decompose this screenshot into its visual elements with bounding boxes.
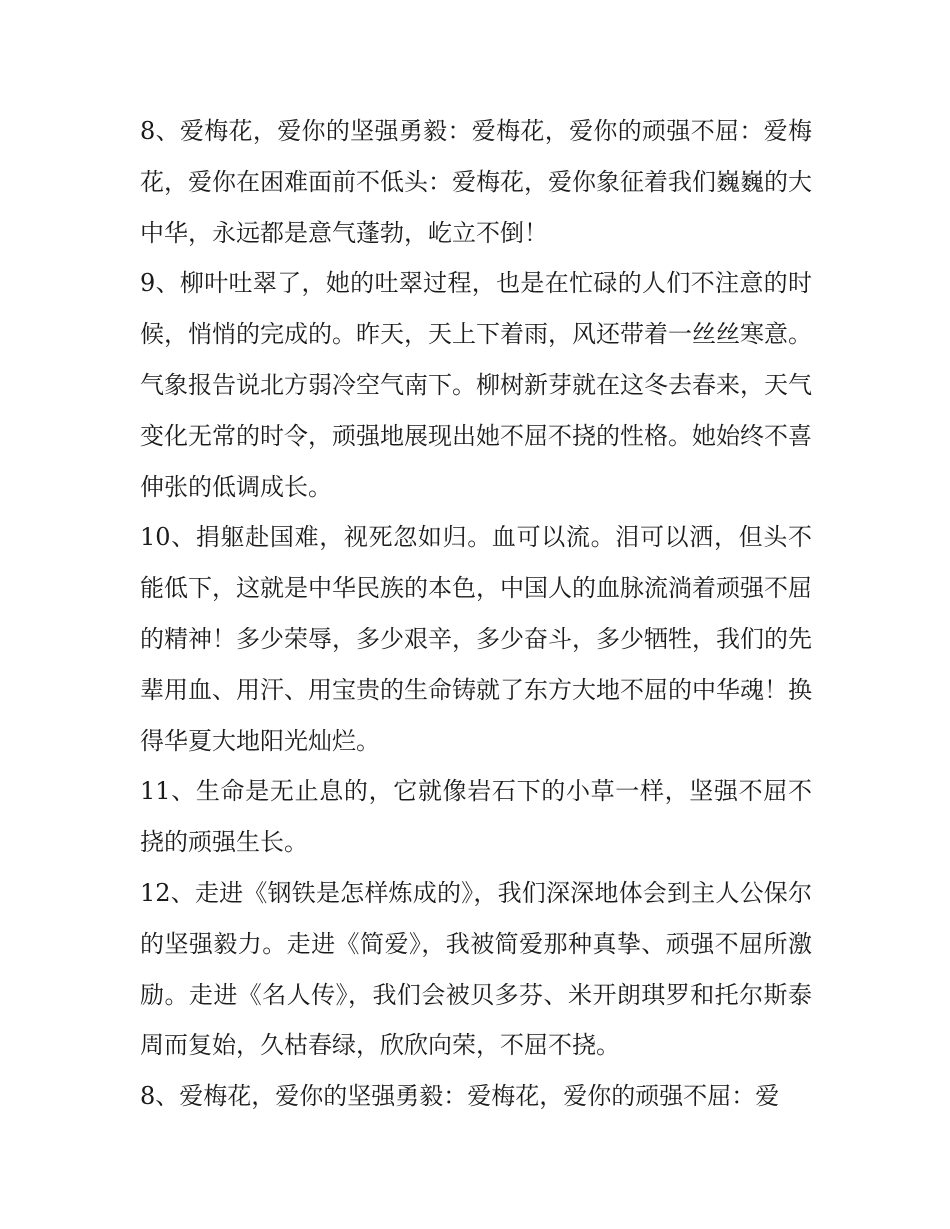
paragraph-9: 9、柳叶吐翠了，她的吐翠过程，也是在忙碌的人们不注意的时候，悄悄的完成的。昨天，天上下着雨，风还带着一丝丝寒意。气象报告说北方弱冷空气南下。柳树新芽就在这冬去春来，天气变化无常的时令，顽强地展现出她不屈不挠的性格。她始终不喜伸张的低调成长。 xyxy=(140,269,812,501)
paragraph-10: 10、捐躯赴国难，视死忽如归。血可以流。泪可以洒，但头不能低下，这就是中华民族的本色，中国人的血脉流淌着顽强不屈的精神！多少荣辱，多少艰辛，多少奋斗，多少牺牲，我们的先辈用血、用汗、用宝贵的生命铸就了东方大地不屈的中华魂！换得华夏大地阳光灿烂。 xyxy=(140,523,812,755)
paragraph-8-repeat: 8、爱梅花，爱你的坚强勇毅：爱梅花，爱你的顽强不屈：爱 xyxy=(140,1082,780,1111)
paragraph-8: 8、爱梅花，爱你的坚强勇毅：爱梅花，爱你的顽强不屈：爱梅花，爱你在困难面前不低头：爱梅花，爱你象征着我们巍巍的大中华，永远都是意气蓬勃，屹立不倒！ xyxy=(140,117,812,247)
document-body xyxy=(140,106,812,1122)
paragraph-12: 12、走进《钢铁是怎样炼成的》，我们深深地体会到主人公保尔的坚强毅力。走进《简爱》，我被简爱那种真挚、顽强不屈所激励。走进《名人传》，我们会被贝多芬、米开朗琪罗和托尔斯泰周而复始，久枯春绿，欣欣向荣，不屈不挠。 xyxy=(140,878,812,1060)
paragraph-11: 11、生命是无止息的，它就像岩石下的小草一样，坚强不屈不挠的顽强生长。 xyxy=(140,777,812,857)
